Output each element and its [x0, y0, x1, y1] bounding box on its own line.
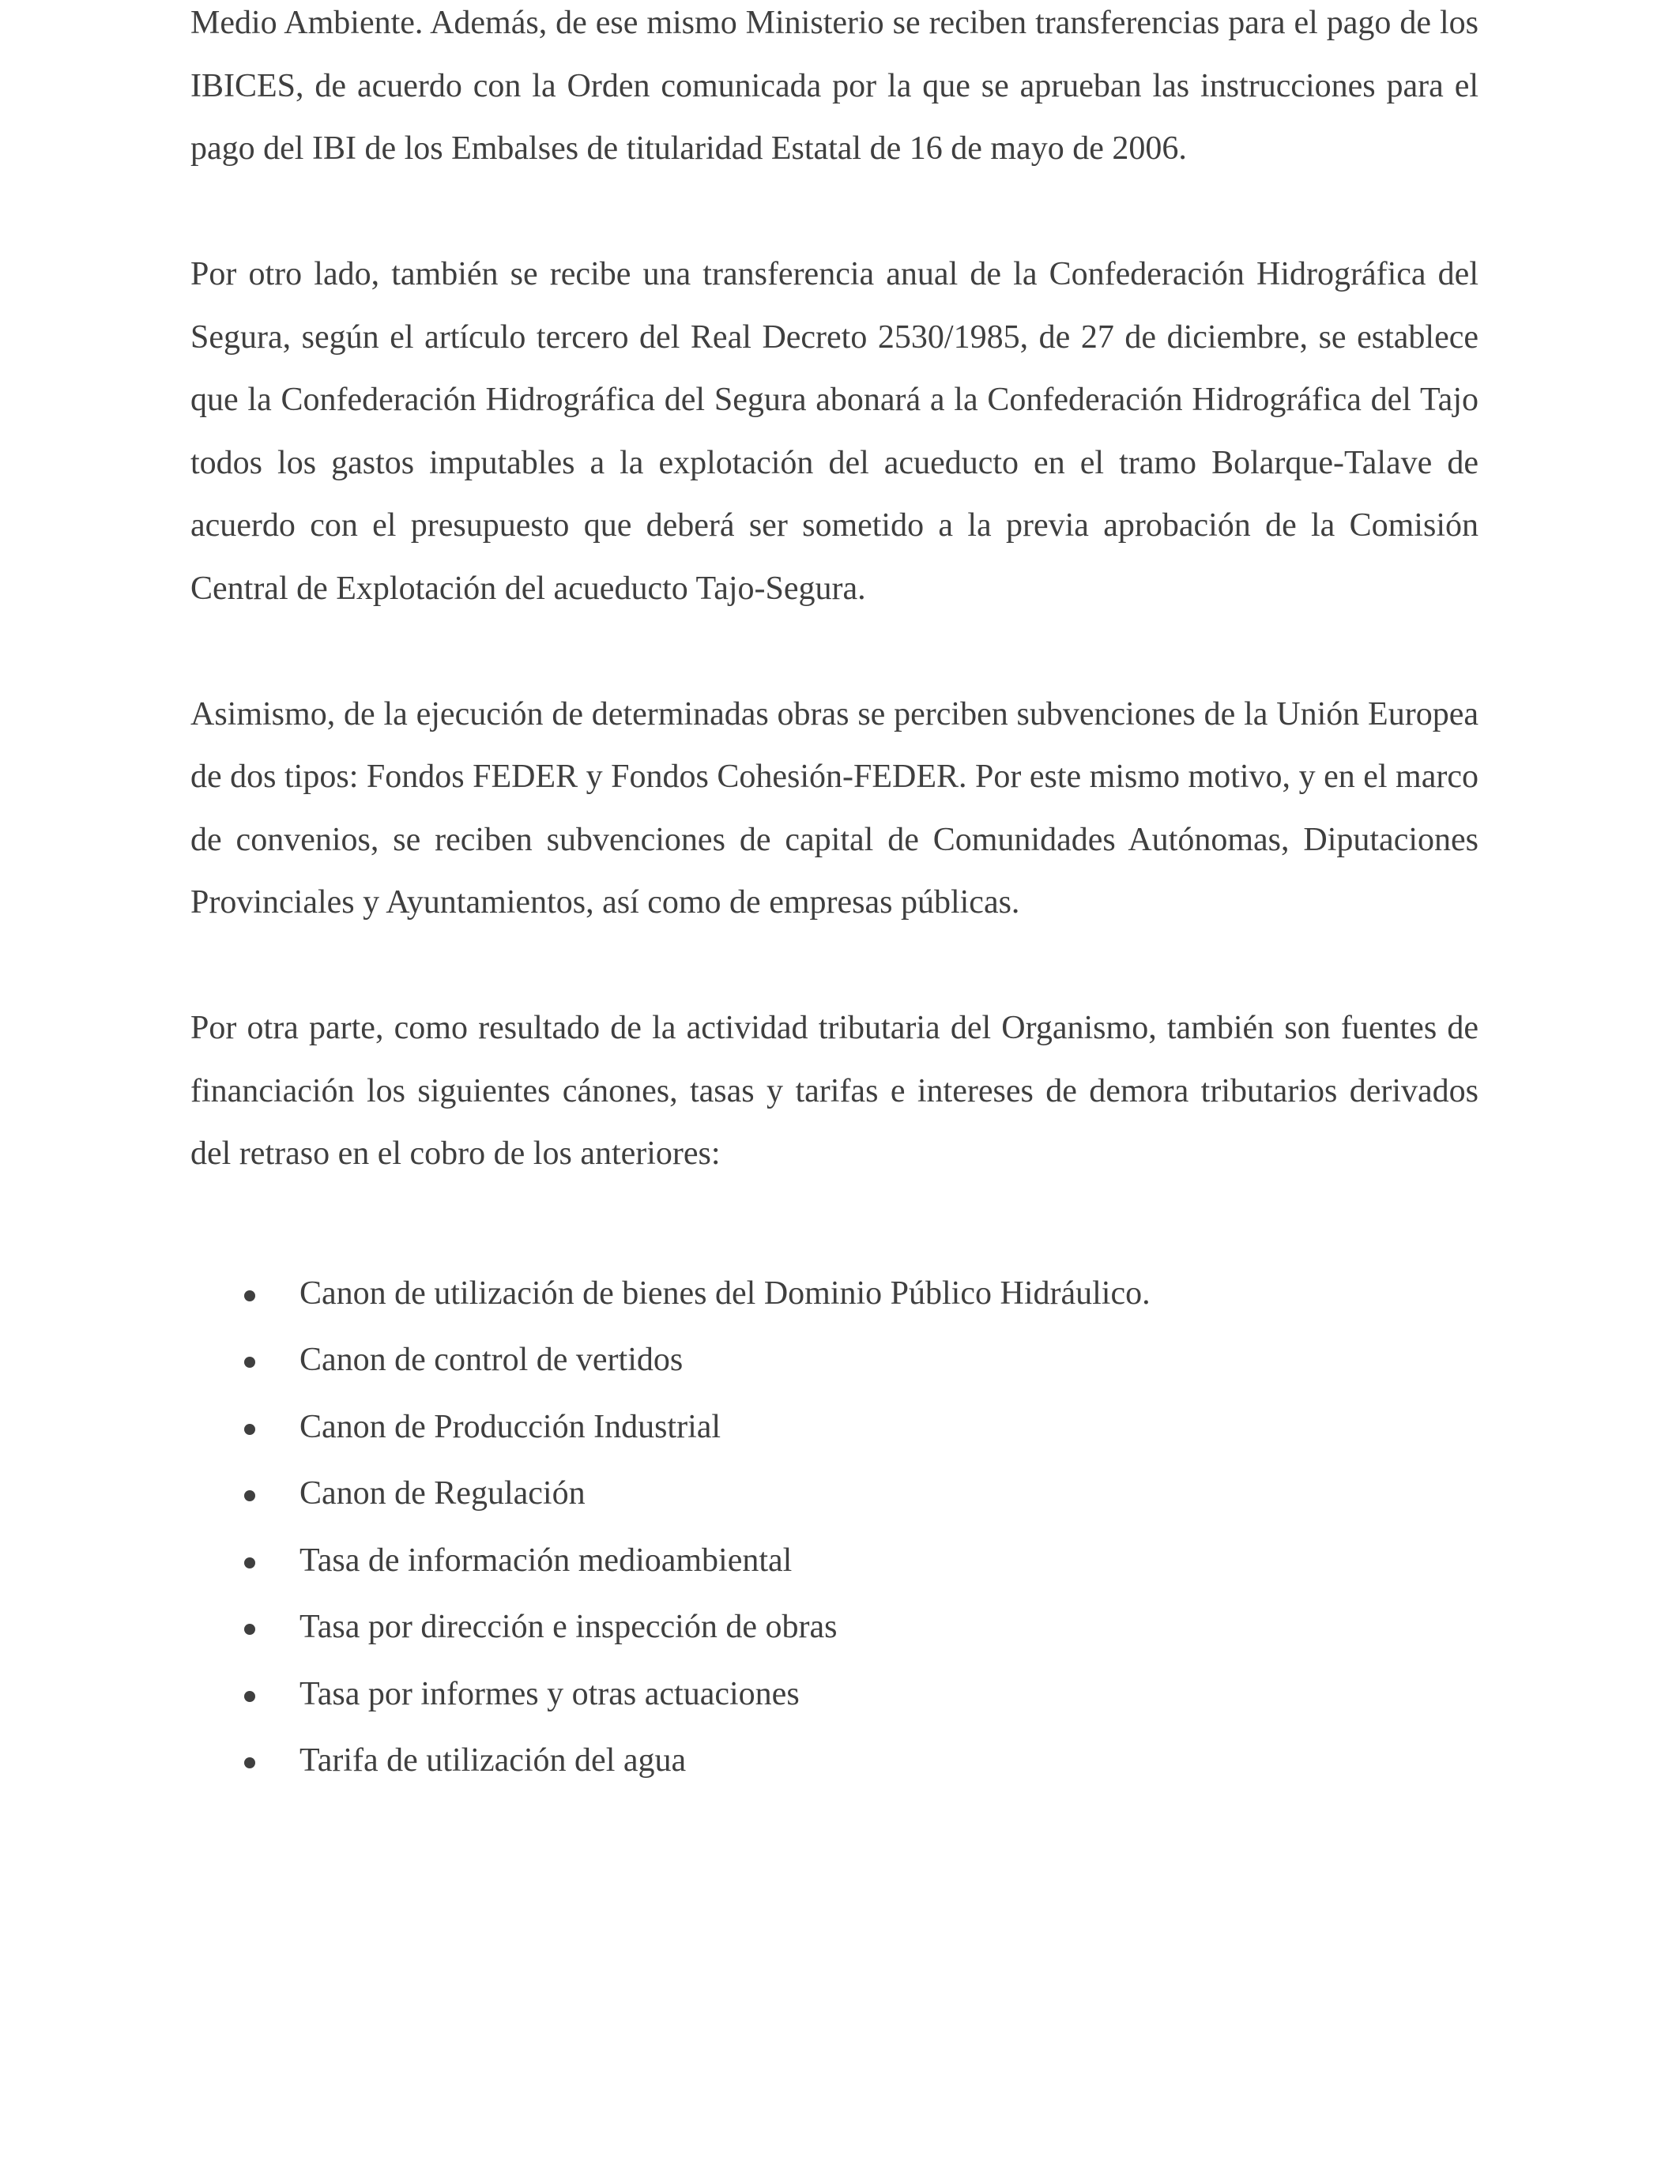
- document-page: [190, 0, 1478, 1794]
- list-item-text: Canon de Regulación: [299, 1475, 586, 1512]
- bullet-icon: [244, 1691, 255, 1702]
- list-item-text: Tasa por dirección e inspección de obras: [299, 1609, 838, 1645]
- bullet-icon: [244, 1757, 255, 1768]
- bullet-icon: [244, 1624, 255, 1635]
- paragraph-tax-activity: Por otra parte, como resultado de la actividad tributaria del Organismo, también son fuentes de financiación los siguientes cánones, tasas y tarifas e intereses de demora tributarios derivados del retraso en el cobro de los anteriores:: [190, 1010, 1478, 1172]
- bullet-icon: [244, 1490, 255, 1501]
- list-item-text: Tasa por informes y otras actuaciones: [299, 1675, 800, 1712]
- paragraph-segura-transfer: Por otro lado, también se recibe una transferencia anual de la Confederación Hidrográfica del Segura, según el artículo tercero del Real Decreto 2530/1985, de 27 de diciembre, se establece que la Confederación Hidrográfica del Segura abonará a la Confederación Hidrográfica del Tajo todos los gastos imputables a la explotación del acueducto en el tramo Bolarque-Talave de acuerdo con el presupuesto que deberá ser sometido a la previa aprobación de la Comisión Central de Explotación del acueducto Tajo-Segura.: [190, 256, 1478, 607]
- bullet-icon: [244, 1357, 255, 1368]
- fees-list-container: [190, 1260, 1478, 1794]
- list-item: [190, 1327, 1478, 1394]
- bullet-icon: [244, 1290, 255, 1301]
- list-item: [190, 1260, 1478, 1327]
- list-item: [190, 1727, 1478, 1794]
- list-item-text: Canon de Producción Industrial: [299, 1408, 721, 1445]
- fees-list: [190, 1260, 1478, 1794]
- list-item-text: Canon de utilización de bienes del Dominio Público Hidráulico.: [299, 1275, 1151, 1312]
- list-item-text: Tasa de información medioambiental: [299, 1542, 793, 1579]
- list-item-text: Canon de control de vertidos: [299, 1342, 684, 1378]
- list-item: [190, 1594, 1478, 1661]
- bullet-icon: [244, 1424, 255, 1435]
- list-item: [190, 1527, 1478, 1595]
- list-item: [190, 1460, 1478, 1527]
- list-item: [190, 1661, 1478, 1728]
- list-item-text: Tarifa de utilización del agua: [299, 1742, 687, 1779]
- paragraph-eu-subsidies: Asimismo, de la ejecución de determinadas obras se perciben subvenciones de la Unión Europea de dos tipos: Fondos FEDER y Fondos Cohesión-FEDER. Por este mismo motivo, y en el marco de convenios, se reciben subvenciones de capital de Comunidades Autónomas, Diputaciones Provinciales y Ayuntamientos, así como de empresas públicas.: [190, 695, 1478, 921]
- paragraph-ibices: Medio Ambiente. Además, de ese mismo Ministerio se reciben transferencias para el pago de los IBICES, de acuerdo con la Orden comunicada por la que se aprueban las instrucciones para el pago del IBI de los Embalses de titularidad Estatal de 16 de mayo de 2006.: [190, 5, 1478, 167]
- list-item: [190, 1394, 1478, 1461]
- bullet-icon: [244, 1557, 255, 1568]
